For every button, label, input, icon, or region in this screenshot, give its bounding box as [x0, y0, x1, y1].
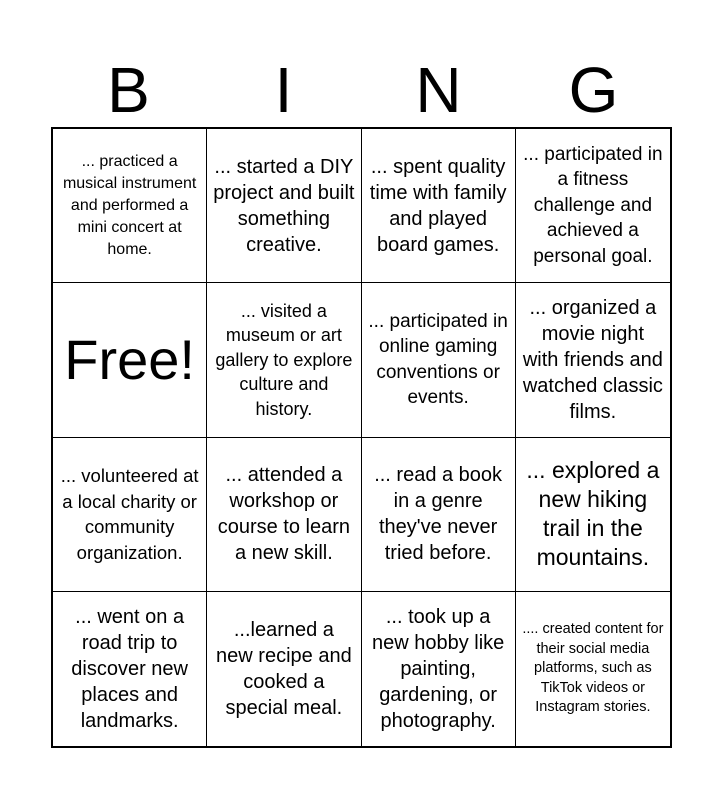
bingo-cell[interactable] — [207, 129, 361, 283]
free-space-cell[interactable] — [53, 283, 207, 437]
bingo-cell[interactable] — [362, 592, 516, 746]
cell-text: ... spent quality time with family and played board games. — [369, 155, 507, 256]
cell-text: ... went on a road trip to discover new places and landmarks. — [71, 605, 188, 732]
bingo-cell[interactable] — [516, 129, 670, 283]
bingo-card-grid — [51, 127, 672, 748]
cell-text: ... read a book in a genre they've never tried before. — [374, 464, 503, 565]
header-letter-b: B — [107, 54, 150, 126]
header-letter-i: I — [274, 54, 293, 126]
bingo-cell[interactable] — [516, 438, 670, 592]
cell-text: ... volunteered at a local charity or community organization. — [60, 465, 199, 563]
bingo-header — [51, 52, 671, 128]
cell-text: ... organized a movie night with friends and watched classic films. — [522, 296, 663, 423]
bingo-cell[interactable] — [362, 129, 516, 283]
cell-text: ... practiced a musical instrument and performed a mini concert at home. — [62, 152, 197, 258]
bingo-cell[interactable] — [516, 592, 670, 746]
bingo-cell[interactable] — [207, 438, 361, 592]
cell-text: ... took up a new hobby like painting, gardening, or photography. — [371, 605, 505, 732]
cell-text: ... started a DIY project and built something creative. — [213, 155, 355, 256]
bingo-cell[interactable] — [53, 592, 207, 746]
cell-text: ... attended a workshop or course to learn a new skill. — [217, 464, 351, 565]
cell-text: ...learned a new recipe and cooked a special meal. — [216, 618, 352, 719]
cell-text: ... participated in a fitness challenge and achieved a personal goal. — [523, 143, 663, 267]
bingo-cell[interactable] — [362, 283, 516, 437]
free-space-text: Free! — [64, 327, 195, 391]
bingo-cell[interactable] — [516, 283, 670, 437]
header-letter-n: N — [415, 54, 462, 126]
cell-text: .... created content for their social media platforms, such as TikTok videos or Instagram stories. — [522, 621, 664, 716]
bingo-cell[interactable] — [207, 283, 361, 437]
cell-text: ... explored a new hiking trail in the mountains. — [526, 457, 660, 571]
cell-text: ... visited a museum or art gallery to explore culture and history. — [215, 300, 353, 419]
header-letter-g: G — [568, 54, 619, 126]
bingo-cell[interactable] — [53, 438, 207, 592]
bingo-cell[interactable] — [362, 438, 516, 592]
bingo-cell[interactable] — [207, 592, 361, 746]
bingo-cell[interactable] — [53, 129, 207, 283]
cell-text: ... participated in online gaming conventions or events. — [368, 310, 508, 409]
